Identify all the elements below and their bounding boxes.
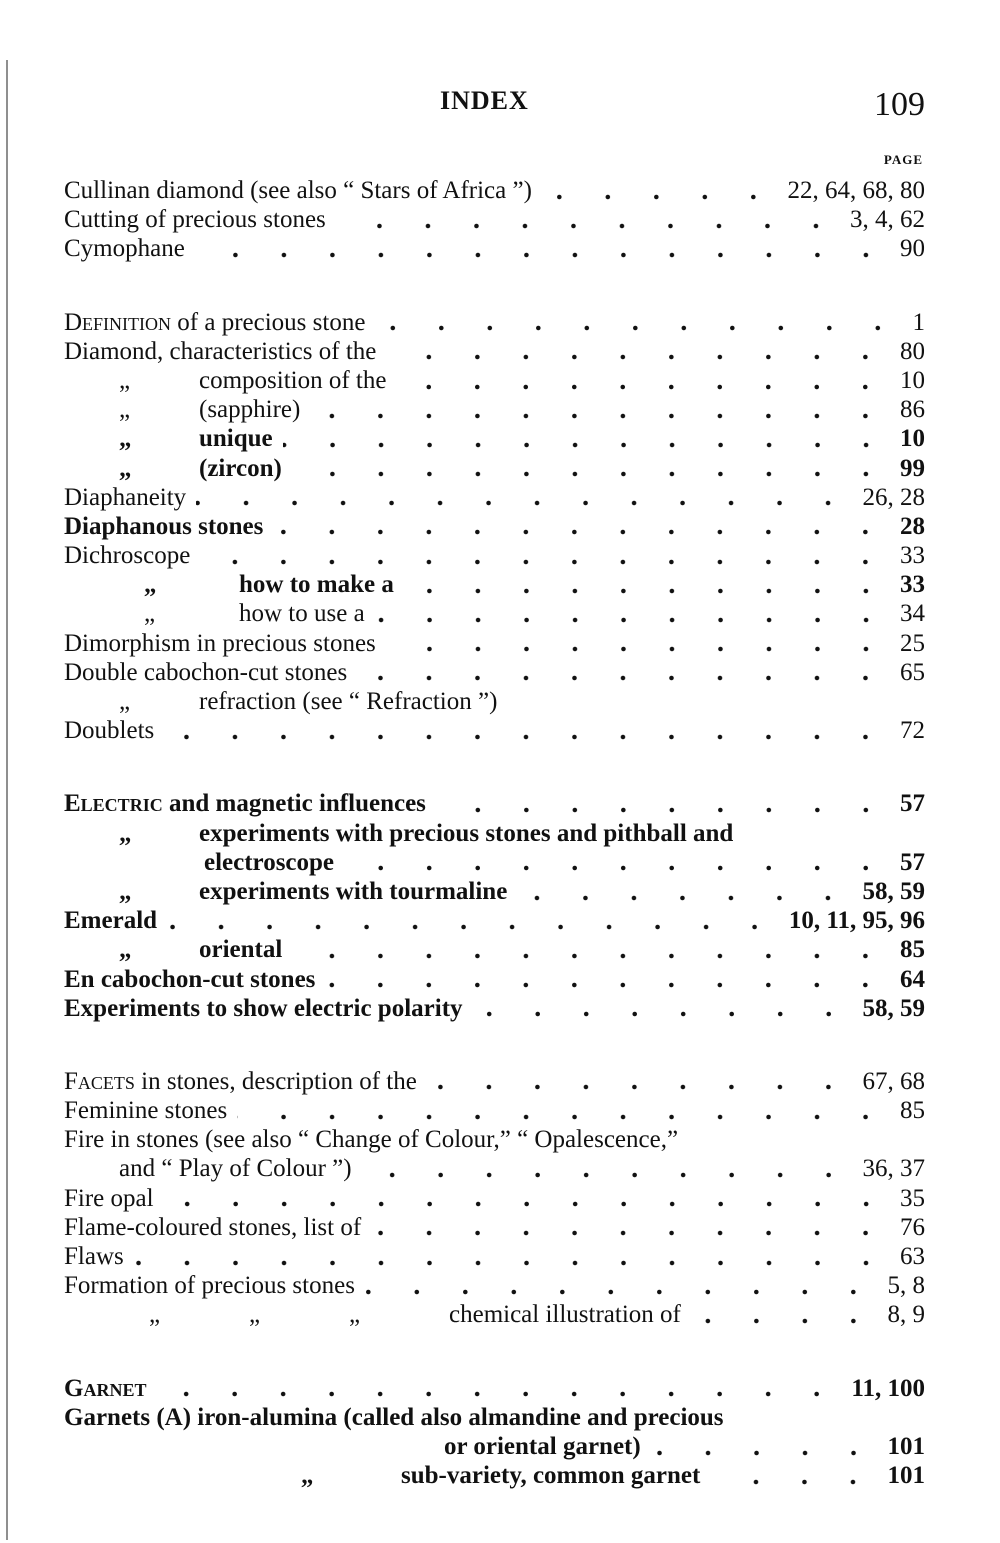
dot-leader: [273, 529, 890, 535]
entry-text: [64, 483, 186, 512]
dot-leader: [336, 223, 840, 229]
index-entry: [64, 819, 925, 848]
index-entry: [64, 906, 925, 935]
entry-text: [64, 965, 315, 994]
entry-term: Emerald: [64, 907, 158, 935]
ditto-mark: „: [119, 819, 132, 847]
index-entry: [64, 176, 925, 205]
dot-leader: [164, 734, 890, 740]
dot-leader: [196, 500, 852, 506]
entry-text: [64, 1271, 355, 1300]
entry-term: in stones, description of the: [134, 1067, 417, 1095]
index-entry: [64, 1067, 925, 1096]
entry-term: experiments with tourmaline: [199, 877, 508, 905]
dot-leader: [357, 675, 890, 681]
entry-text: [199, 454, 282, 483]
entry-lead-word: Definition: [64, 308, 172, 336]
entry-text: [64, 789, 426, 818]
entry-term: refraction (see “ Refraction ”): [199, 688, 498, 715]
index-entry: [64, 570, 925, 599]
index-entry: [64, 366, 925, 395]
ditto-mark: „: [119, 688, 131, 715]
page-reference: 25: [900, 629, 925, 657]
entry-term: (zircon): [199, 454, 282, 482]
entry-term: chemical illustration of: [449, 1301, 681, 1329]
dot-leader: [200, 559, 890, 565]
entry-term: sub-variety, common garnet: [401, 1462, 701, 1490]
page-reference: 67, 68: [862, 1067, 925, 1095]
index-entry: [64, 789, 925, 818]
entry-term: composition of the: [199, 366, 387, 394]
dot-leader: [691, 1318, 878, 1324]
entry-term: of a precious stone: [171, 308, 366, 336]
header-title: INDEX: [440, 86, 529, 115]
page-column-label: PAGE: [883, 152, 923, 167]
entry-term: and “ Play of Colour ”): [119, 1155, 352, 1183]
entry-text: [64, 1374, 146, 1403]
entry-text: [64, 629, 376, 658]
entry-text: [64, 1184, 154, 1213]
entry-text: [239, 570, 394, 599]
page-reference: 85: [900, 936, 925, 964]
entry-text: [199, 424, 273, 453]
running-header: [0, 86, 1000, 122]
page-reference: 10: [900, 425, 925, 453]
dot-leader: [386, 354, 890, 360]
index-entry: [64, 1213, 925, 1242]
entry-text: [64, 1125, 678, 1154]
dot-leader: [375, 325, 902, 331]
index-entry: [64, 965, 925, 994]
entry-term: how to use a: [239, 600, 365, 628]
entry-term: Diaphanous stones: [64, 512, 264, 540]
index-entry: [64, 629, 925, 658]
page-reference: 10: [900, 366, 925, 394]
index-entry: [64, 599, 925, 628]
entry-text: [401, 1461, 700, 1490]
index-entry: [64, 395, 925, 424]
entry-term: Garnets (A) iron-alumina (called also almandine and precious: [64, 1403, 724, 1431]
dot-leader: [375, 617, 890, 623]
entry-term: how to make a: [239, 571, 394, 599]
index-entry: [64, 935, 925, 964]
page-reference: 58, 59: [862, 994, 925, 1022]
entry-term: Fire in stones (see also “ Change of Colour,” “ Opalescence,”: [64, 1126, 679, 1154]
index-entry: [64, 1184, 925, 1213]
dot-leader: [404, 588, 890, 594]
page-reference: 10, 11, 95, 96: [788, 907, 925, 935]
ditto-mark: „: [149, 1301, 161, 1329]
dot-leader: [710, 1479, 877, 1485]
index-entry: [64, 512, 925, 541]
entry-text: [239, 599, 365, 628]
entry-text: [64, 658, 347, 687]
dot-leader: [167, 924, 779, 930]
index-section: [64, 1067, 925, 1330]
entry-term: or oriental garnet): [444, 1432, 641, 1460]
index-entry: [64, 424, 925, 453]
index-entry: [64, 658, 925, 687]
dot-leader: [386, 646, 890, 652]
entry-text: [64, 337, 376, 366]
index-entry: [64, 483, 925, 512]
entry-term: Flame-coloured stones, list of: [64, 1213, 362, 1241]
index-entry: [64, 1374, 925, 1403]
dot-leader: [517, 895, 852, 901]
dot-leader: [283, 442, 890, 448]
entry-term: Fire opal: [64, 1184, 154, 1212]
ditto-mark: „: [249, 1301, 261, 1329]
dot-leader: [427, 1084, 853, 1090]
page-reference: 101: [887, 1432, 925, 1460]
ditto-mark: „: [119, 936, 132, 964]
page-edge-shadow: [6, 60, 8, 1540]
dot-leader: [396, 384, 890, 390]
entry-text: [64, 541, 190, 570]
entry-term: and magnetic influences: [162, 790, 426, 818]
index-entry: [64, 1271, 925, 1300]
entry-term: Feminine stones: [64, 1097, 228, 1125]
entry-lead-word: Facets: [64, 1067, 135, 1095]
page-reference: 80: [900, 337, 925, 365]
entry-text: [199, 935, 282, 964]
page-reference: 86: [900, 396, 925, 424]
index-section: [64, 789, 925, 1023]
entry-text: [64, 205, 326, 234]
dot-leader: [473, 1011, 853, 1017]
entry-text: [64, 1403, 724, 1432]
index-entry: [64, 308, 925, 337]
index-section: [64, 1374, 925, 1491]
entry-term: Cullinan diamond (see also “ Stars of Africa ”): [64, 177, 532, 204]
page-reference: 1: [912, 308, 925, 336]
index-entry: [64, 994, 925, 1023]
index-entry: [64, 541, 925, 570]
dot-leader: [310, 413, 890, 419]
dot-leader: [195, 252, 890, 258]
page-reference: 99: [900, 454, 925, 482]
entry-text: [64, 1242, 124, 1271]
ditto-mark: „: [349, 1301, 361, 1329]
entry-text: [64, 1067, 417, 1096]
page-reference: 33: [900, 542, 925, 570]
entry-term: (sapphire): [199, 396, 301, 424]
entry-text: [199, 877, 507, 906]
entry-text: [449, 1300, 681, 1329]
page-reference: 22, 64, 68, 80: [787, 177, 925, 204]
dot-leader: [542, 194, 778, 200]
dot-leader: [325, 982, 890, 988]
page-reference: 33: [900, 571, 925, 599]
index-entry: [64, 1154, 925, 1183]
entry-lead-word: Electric: [64, 790, 163, 818]
dot-leader: [292, 953, 890, 959]
ditto-mark: „: [144, 600, 156, 628]
page-reference: 28: [900, 512, 925, 540]
index-entry: [64, 1403, 925, 1432]
entry-text: [199, 395, 300, 424]
entry-term: experiments with precious stones and pithball and: [199, 819, 734, 847]
ditto-mark: „: [301, 1462, 314, 1490]
page-reference: 26, 28: [862, 483, 925, 511]
ditto-mark: „: [119, 366, 131, 394]
index-entry: [64, 1432, 925, 1461]
entry-text: [64, 234, 185, 263]
index-entry: [64, 877, 925, 906]
index-entry: [64, 1242, 925, 1271]
entry-term: Cymophane: [64, 235, 185, 263]
page-reference: 64: [900, 965, 925, 993]
ditto-mark: „: [119, 454, 132, 482]
entry-lead-word: Garnet: [64, 1374, 147, 1402]
ditto-mark: „: [144, 571, 157, 599]
page-reference: 90: [900, 235, 925, 263]
page-reference: 8, 9: [887, 1301, 925, 1329]
page-reference: 35: [900, 1184, 925, 1212]
dot-leader: [365, 1289, 878, 1295]
ditto-mark: „: [119, 877, 132, 905]
page-reference: 63: [900, 1243, 925, 1270]
index-section: [64, 176, 925, 264]
page-reference: 85: [900, 1097, 925, 1125]
index-entry: [64, 1096, 925, 1125]
dot-leader: [371, 1230, 890, 1236]
entry-term: Diamond, characteristics of the: [64, 337, 377, 365]
dot-leader: [164, 1201, 890, 1207]
index-entry: [64, 716, 925, 745]
index-entry: [64, 205, 925, 234]
dot-leader: [436, 807, 890, 813]
dot-leader: [292, 471, 890, 477]
entry-term: electroscope: [204, 848, 335, 876]
entry-text: [199, 366, 386, 395]
page-reference: 34: [900, 600, 925, 628]
entry-text: [64, 994, 463, 1023]
ditto-mark: „: [119, 425, 132, 453]
entry-text: [64, 512, 263, 541]
entry-term: Dichroscope: [64, 542, 191, 570]
page-reference: 101: [887, 1462, 925, 1490]
index-entry: [64, 234, 925, 263]
entry-text: [119, 1154, 352, 1183]
entry-term: Formation of precious stones: [64, 1272, 355, 1300]
dot-leader: [651, 1450, 878, 1456]
dot-leader: [134, 1260, 890, 1266]
page-reference: 72: [900, 717, 925, 745]
entry-text: [64, 1096, 227, 1125]
index-entry: [64, 337, 925, 366]
entry-term: unique: [199, 425, 273, 453]
page-reference: 57: [900, 848, 925, 876]
page-reference: 5, 8: [887, 1272, 925, 1300]
dot-leader: [362, 1172, 853, 1178]
entry-text: [64, 176, 532, 205]
entry-text: [64, 308, 365, 337]
entry-text: [64, 716, 154, 745]
entry-text: [199, 687, 497, 716]
index-entry: [64, 1125, 925, 1154]
entry-term: oriental: [199, 936, 283, 964]
index-entry: [64, 454, 925, 483]
entry-term: Doublets: [64, 717, 155, 745]
page-reference: 76: [900, 1213, 925, 1241]
entry-term: Flaws: [64, 1243, 124, 1270]
entry-term: Diaphaneity: [64, 483, 187, 511]
dot-leader: [344, 865, 890, 871]
index-list: [64, 176, 925, 1534]
page-reference: 3, 4, 62: [850, 206, 925, 234]
entry-text: [64, 906, 157, 935]
dot-leader: [237, 1114, 890, 1120]
entry-text: [199, 819, 733, 848]
entry-text: [444, 1432, 641, 1461]
entry-term: En cabochon-cut stones: [64, 965, 316, 993]
page-number: 109: [874, 86, 925, 123]
entry-term: Dimorphism in precious stones: [64, 629, 376, 657]
index-section: [64, 308, 925, 746]
entry-term: Experiments to show electric polarity: [64, 994, 463, 1022]
page-reference: 36, 37: [862, 1155, 925, 1183]
page-reference: 58, 59: [862, 877, 925, 905]
index-entry: [64, 848, 925, 877]
entry-term: Double cabochon-cut stones: [64, 658, 348, 686]
index-entry: [64, 1461, 925, 1490]
page-reference: 11, 100: [851, 1374, 925, 1402]
index-entry: [64, 687, 925, 716]
page-reference: 65: [900, 658, 925, 686]
dot-leader: [156, 1391, 841, 1397]
ditto-mark: „: [119, 396, 131, 424]
page-reference: 57: [900, 790, 925, 818]
entry-text: [204, 848, 334, 877]
entry-term: Cutting of precious stones: [64, 206, 326, 234]
entry-text: [64, 1213, 361, 1242]
index-entry: [64, 1300, 925, 1329]
